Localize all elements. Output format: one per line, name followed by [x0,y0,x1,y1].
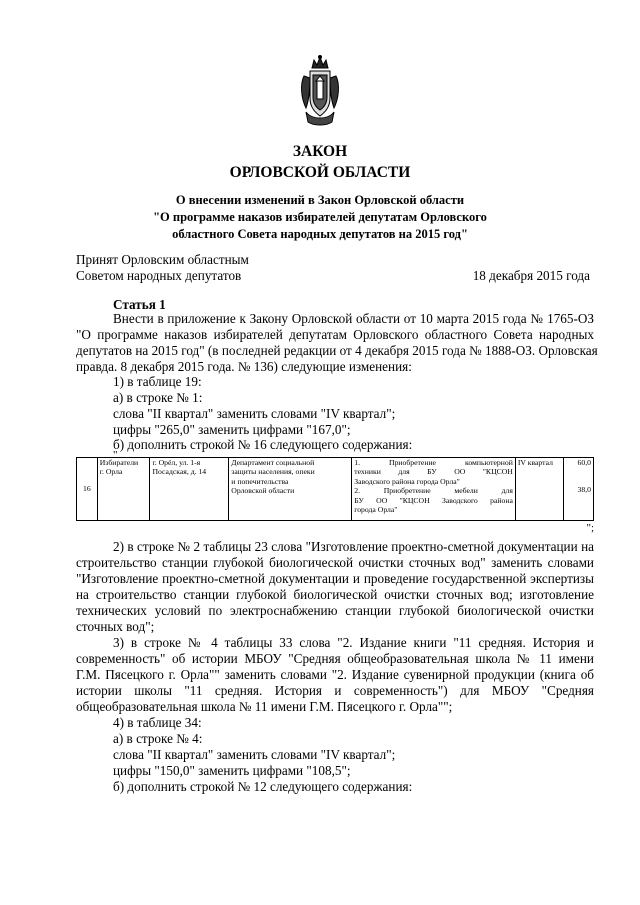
adopted-date: 18 декабря 2015 года [472,268,590,283]
region-title: ОРЛОВСКОЙ ОБЛАСТИ [229,164,411,181]
paragraph-line: 3) в строке № 4 таблицы 33 слова "2. Издание книги "11 средняя. История и [113,635,594,650]
open-quote: " [113,449,118,461]
list-item: цифры "265,0" заменить цифрами "167,0"; [113,422,351,437]
quarter-cell: IV квартал [515,458,563,521]
paragraph-line: "Изготовление проектно-сметной документации и проведение государственной экспертизы [76,571,594,586]
intro-line: Внести в приложение к Закону Орловской области от 10 марта 2015 года № 1765-ОЗ [113,311,594,326]
list-item: 4) в таблице 34: [113,715,202,730]
list-item: цифры "150,0" заменить цифрами "108,5"; [113,763,351,778]
table-row-16 [76,457,594,521]
subtitle-line: областного Совета народных депутатов на 2015 год" [172,227,468,241]
coat-of-arms-emblem [298,54,342,128]
adopted-line: Советом народных депутатов [76,268,242,283]
voters-cell: Избиратели г. Орла [97,458,150,521]
paragraph-line: истории школы "11 средняя. История и современность") для МБОУ "Средняя [76,683,594,698]
law-title: ЗАКОН [292,143,348,160]
paragraph-line: строительство станции глубокой биологической очистки сточных вод" заменить словами [76,555,594,570]
paragraph-line: сточных вод"; [76,619,155,634]
amount-cell: 60,0 38,0 [564,458,594,521]
row-number: 16 [77,458,98,521]
list-item: слова "II квартал" заменить словами "IV квартал"; [113,406,396,421]
paragraph-line: на строительство станции глубокой биологической очистки сточных вод; изготовление [76,587,594,602]
close-quote: "; [586,522,594,534]
subtitle-line: "О программе наказов избирателей депутатам Орловского [153,210,487,224]
paragraph-line: современность" об истории МБОУ "Средняя общеобразовательная школа № 11 имени [76,651,594,666]
intro-line: депутатов на 2015 год" (в последней редакции от 4 декабря 2015 года № 1888-ОЗ. Орловская [76,343,598,358]
list-item: слова "II квартал" заменить словами "IV квартал"; [113,747,396,762]
article-heading: Статья 1 [113,297,166,312]
paragraph-line: 2) в строке № 2 таблицы 23 слова "Изготовление проектно-сметной документации на [113,539,594,554]
department-cell: Департамент социальной защиты населения, опеки и попечительства Орловской области [229,458,352,521]
adopted-line: Принят Орловским областным [76,252,249,267]
intro-line: "О программе наказов избирателей депутатам Орловского областного Совета народных [76,327,594,342]
paragraph-line: общеобразовательная школа № 11 имени Г.М. Пясецкого г. Орла""; [76,699,453,714]
list-item: б) дополнить строкой № 16 следующего содержания: [113,437,413,452]
list-item: а) в строке № 4: [113,731,203,746]
paragraph-line: Г.М. Пясецкого г. Орла"" заменить словами "2. Издание сувенирной продукции (книга об [76,667,594,682]
paragraph-line: технических условий по электроснабжению станции глубокой биологической очистки [76,603,594,618]
items-cell: 1. Приобретение компьютерной техники для БУ ОО "КЦСОН Заводского района города Орла" 2. Приобретение мебели для БУ ОО "КЦСОН Заводского района города Орла" [352,458,516,521]
list-item: б) дополнить строкой № 12 следующего содержания: [113,779,413,794]
subtitle-line: О внесении изменений в Закон Орловской области [175,193,465,207]
intro-line: правда. 8 декабря 2015 года. № 136) следующие изменения: [76,359,412,374]
list-item: 1) в таблице 19: [113,374,202,389]
address-cell: г. Орёл, ул. 1-я Посадская, д. 14 [150,458,229,521]
list-item: а) в строке № 1: [113,390,203,405]
